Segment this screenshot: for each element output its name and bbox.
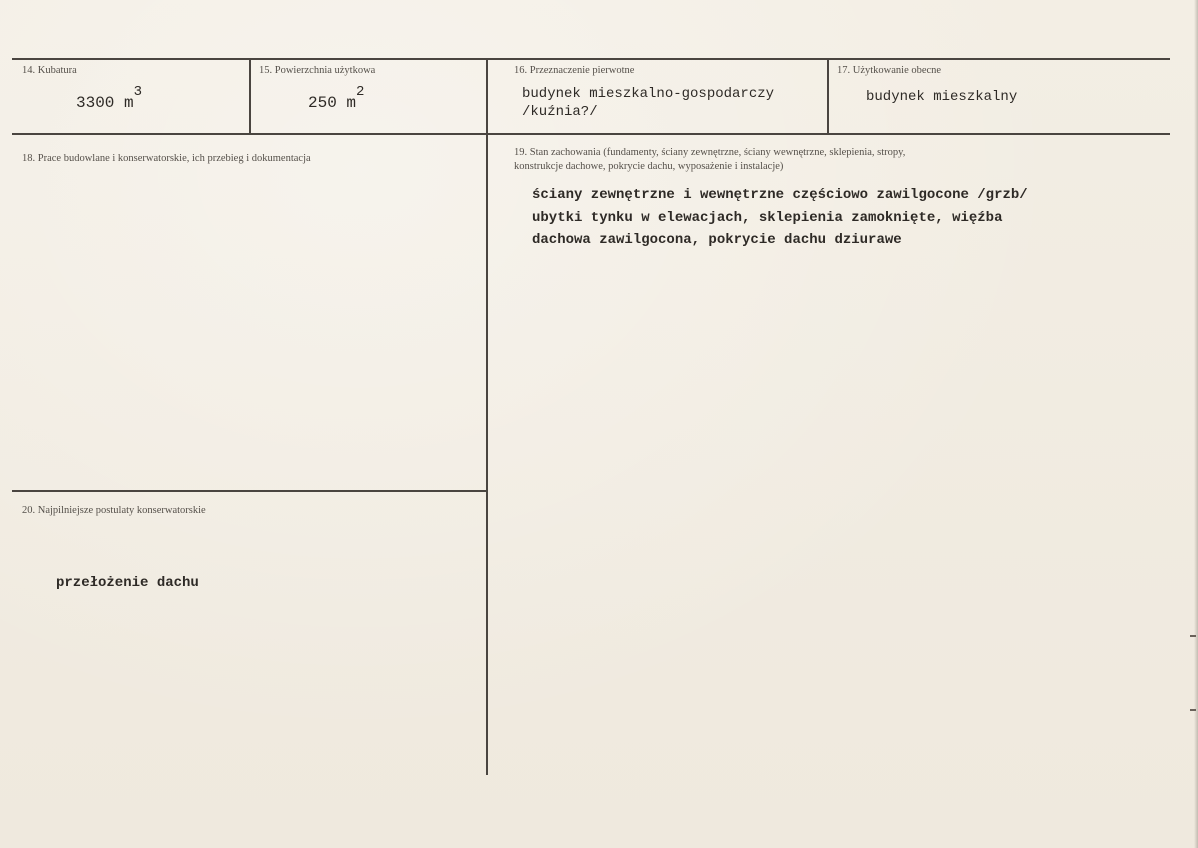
condition-line-3: dachowa zawilgocona, pokrycie dachu dziurawe xyxy=(532,232,902,248)
condition-line-1: ściany zewnętrzne i wewnętrzne częściowo zawilgocone /grzb/ xyxy=(532,187,1028,203)
original-purpose-line-2: /kuźnia?/ xyxy=(522,104,598,120)
field-20-label: 20. Najpilniejsze postulaty konserwatorskie xyxy=(22,505,206,516)
volume-value: 3300 m xyxy=(76,94,134,112)
card-right-edge xyxy=(1194,0,1198,848)
field-16-label: 16. Przeznaczenie pierwotne xyxy=(514,65,635,76)
area-unit-exponent: 2 xyxy=(356,84,365,100)
field-19-label-line-2: konstrukcje dachowe, pokrycie dachu, wyposażenie i instalacje) xyxy=(514,161,784,172)
field-17-label: 17. Użytkowanie obecne xyxy=(837,65,942,76)
edge-tick-2 xyxy=(1190,709,1196,711)
volume-unit-exponent: 3 xyxy=(133,84,143,100)
field-19-label-line-1: 19. Stan zachowania (fundamenty, ściany zewnętrzne, ściany wewnętrzne, sklepienia, stropy, xyxy=(514,147,906,158)
section-rule xyxy=(12,490,486,492)
col-divider-2 xyxy=(486,58,488,775)
col-divider-1 xyxy=(249,58,251,134)
current-use-value: budynek mieszkalny xyxy=(866,89,1018,105)
field-14-value xyxy=(76,84,143,112)
condition-line-2: ubytki tynku w elewacjach, sklepienia zamoknięte, więźba xyxy=(532,210,1003,226)
field-15-value xyxy=(308,84,365,112)
original-purpose-line-1: budynek mieszkalno-gospodarczy xyxy=(522,86,775,102)
conservation-postulate-value: przełożenie dachu xyxy=(56,575,199,591)
top-rule xyxy=(12,58,1170,60)
field-14-label: 14. Kubatura xyxy=(22,65,77,76)
col-divider-3 xyxy=(827,58,829,134)
edge-tick-1 xyxy=(1190,635,1196,637)
field-15-label: 15. Powierzchnia użytkowa xyxy=(259,65,376,76)
area-value: 250 m xyxy=(308,94,357,112)
row-rule xyxy=(12,133,1170,135)
field-18-label: 18. Prace budowlane i konserwatorskie, ich przebieg i dokumentacja xyxy=(22,153,311,164)
